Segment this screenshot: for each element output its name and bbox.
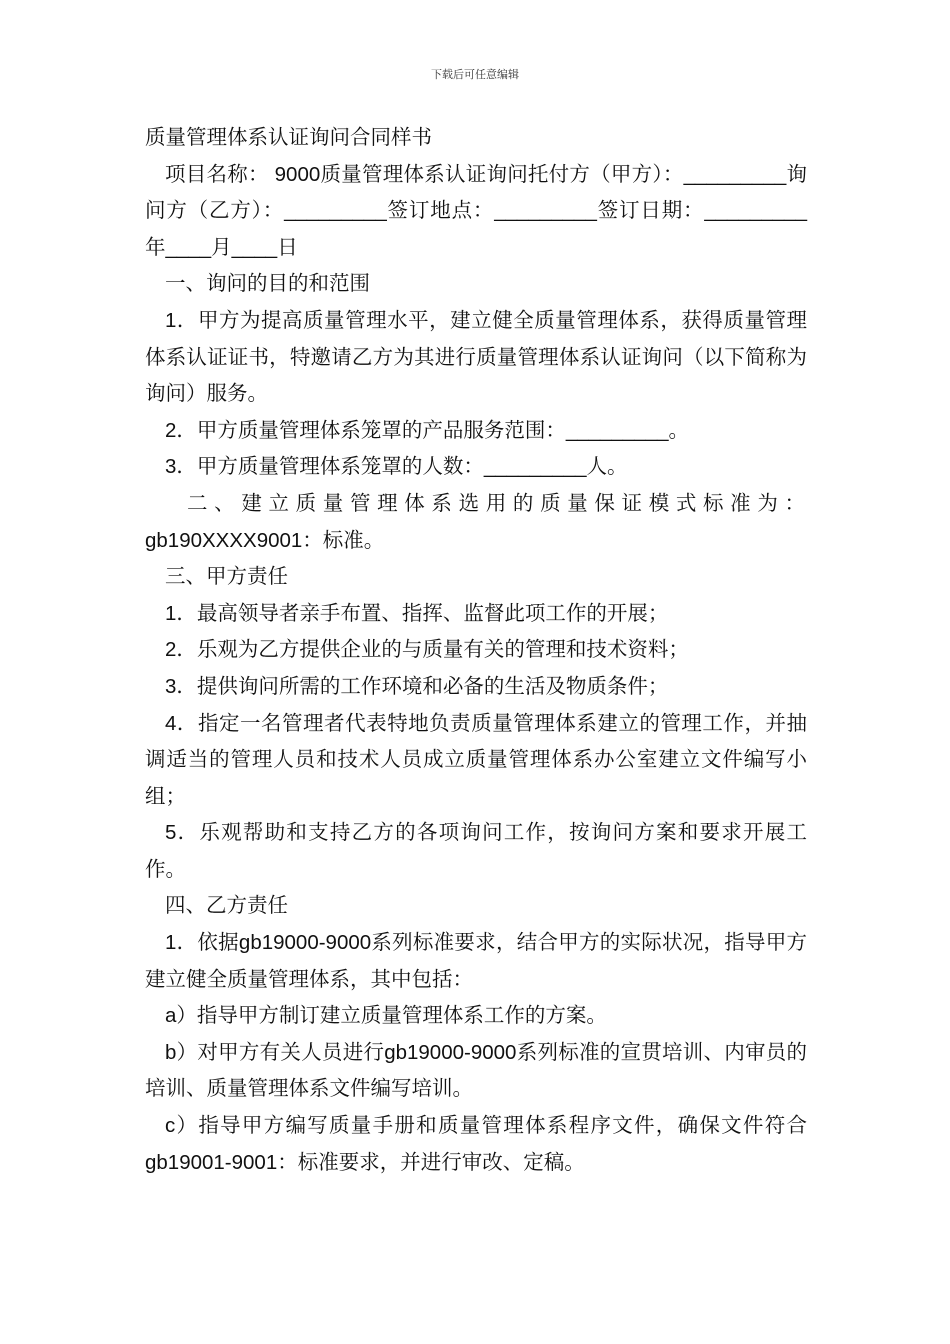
clause-4-1-a: a）指导甲方制订建立质量管理体系工作的方案。 — [165, 1004, 607, 1028]
clause-4-1-c: c）指导甲方编写质量手册和质量管理体系程序文件，确保文件符合gb19001-9001：标准要求，并进行审改、定稿。 — [145, 1114, 807, 1174]
document-title: 质量管理体系认证询问合同样书 — [145, 126, 432, 149]
clause-3-3: 3．提供询问所需的工作环境和必备的生活及物质条件； — [165, 674, 669, 698]
standard-reference: gb190XXXX9001：标准。 — [145, 528, 385, 552]
clause-3-2: 2．乐观为乙方提供企业的与质量有关的管理和技术资料； — [165, 638, 689, 662]
clause-3-1: 1．最高领导者亲手布置、指挥、监督此项工作的开展； — [165, 601, 669, 625]
clause-4-1-b: b）对甲方有关人员进行gb19000-9000系列标准的宣贯培训、内审员的培训、质量管理体系文件编写培训。 — [145, 1040, 807, 1101]
clause-1-1: 1．甲方为提高质量管理水平，建立健全质量管理体系，获得质量管理体系认证证书，特邀请乙方为其进行质量管理体系认证询问（以下简称为询问）服务。 — [145, 308, 807, 406]
contract-info-paragraph: 项目名称： 9000质量管理体系认证询问托付方（甲方）：_________询问方（乙方）：_________签订地点：_________签订日期：_________年____月____日 — [145, 162, 807, 259]
section-heading-party-a: 三、甲方责任 — [165, 565, 288, 589]
clause-4-1: 1．依据gb19000-9000系列标准要求，结合甲方的实际状况，指导甲方建立健全质量管理体系，其中包括： — [145, 931, 807, 991]
page-header: 下载后可任意编辑 — [431, 68, 519, 81]
clause-3-5: 5．乐观帮助和支持乙方的各项询问工作，按询问方案和要求开展工作。 — [145, 821, 807, 881]
section-heading-purpose: 一、询问的目的和范围 — [165, 272, 370, 296]
clause-3-4: 4．指定一名管理者代表特地负责质量管理体系建立的管理工作，并抽调适当的管理人员和技术人员成立质量管理体系办公室建立文件编写小组； — [145, 711, 807, 808]
section-heading-standard: 二、建立质量管理体系选用的质量保证模式标准为： — [187, 491, 807, 515]
clause-1-2: 2．甲方质量管理体系笼罩的产品服务范围：_________。 — [165, 418, 690, 442]
clause-1-3: 3．甲方质量管理体系笼罩的人数：_________人。 — [165, 455, 628, 479]
section-heading-party-b: 四、乙方责任 — [165, 894, 288, 918]
document-body — [145, 120, 807, 1181]
